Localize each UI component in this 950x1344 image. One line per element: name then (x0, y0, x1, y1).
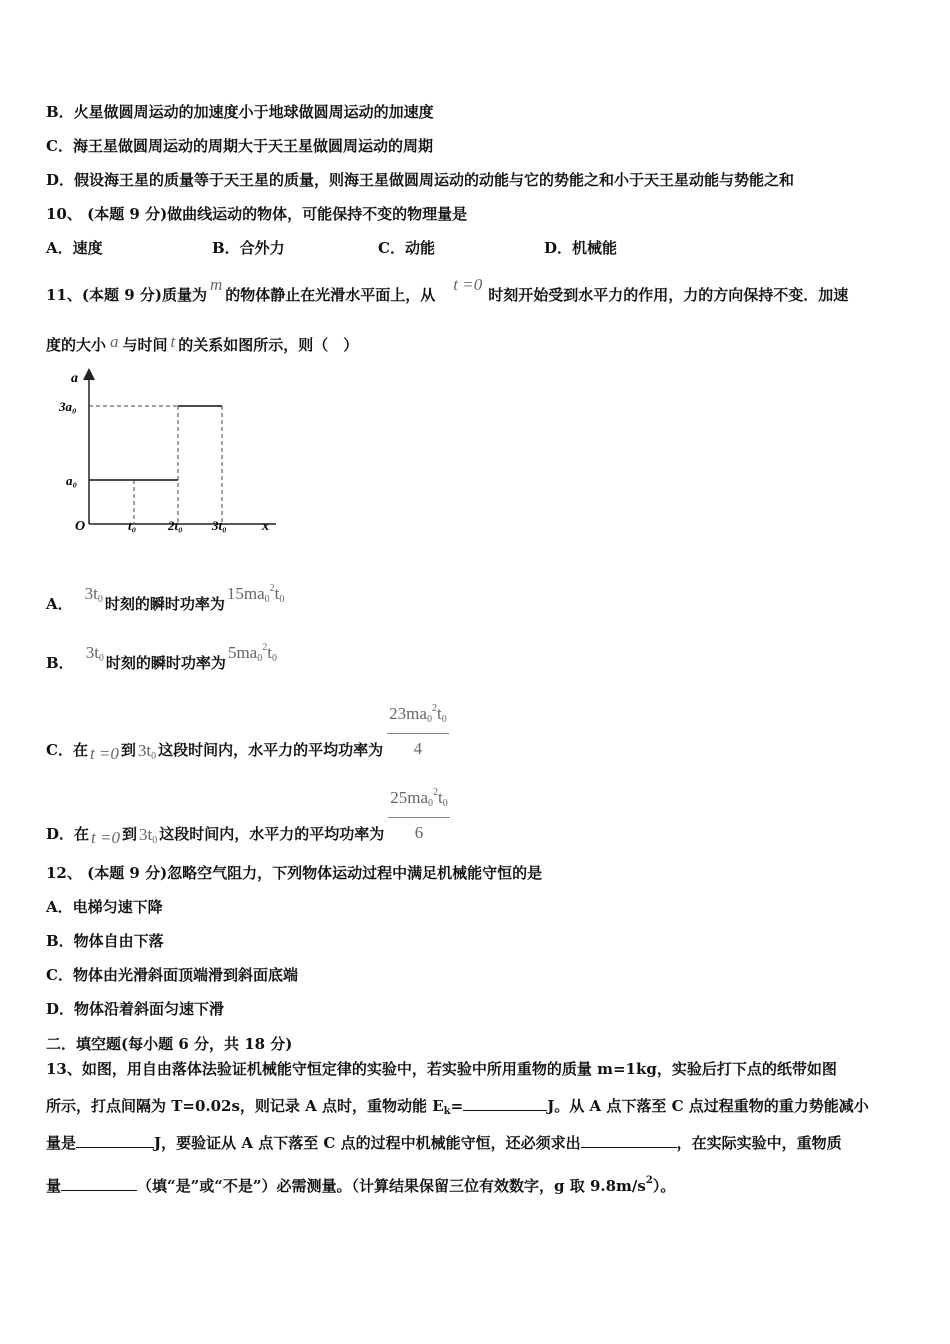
tick-t0: t₀ (128, 518, 137, 533)
q11-mass-symbol: m (209, 275, 223, 294)
q13-line2 (46, 1095, 869, 1123)
sub0: 0 (442, 798, 448, 809)
q9-option-b: B．火星做圆周运动的加速度小于地球做圆周运动的加速度 (46, 103, 434, 121)
q11-option-c-label: C．在 (46, 741, 88, 759)
q11-option-b-label: B． (46, 654, 74, 672)
q11-option-a-label: A． (46, 595, 73, 613)
q11-option-c-text: 这段时间内，水平力的平均功率为 (158, 741, 384, 759)
q10-options (46, 237, 617, 259)
numerator (388, 782, 450, 818)
sub0: 0 (257, 653, 263, 664)
q11-option-a-time-text: 3t (84, 584, 98, 603)
q11-stem-part1: 11、(本题 9 分)质量为 (46, 286, 207, 304)
tick-3a0: 3a₀ (59, 399, 77, 414)
sup2: 2 (433, 787, 439, 798)
q11-option-d-to: 到 (121, 825, 137, 843)
q11-option-a-time (85, 584, 103, 603)
t-symbol: t (438, 788, 443, 807)
q10-option-a: A．速度 (46, 239, 103, 257)
q11-time-symbol: t (170, 332, 176, 351)
q11-option-c-3t0 (138, 741, 156, 760)
q11-option-a-value (227, 584, 285, 603)
denominator: 6 (414, 823, 424, 842)
q10-option-d: D．机械能 (544, 239, 618, 257)
q13-line3-a: 量是 (46, 1134, 77, 1152)
q13-line2-c: J。从 A 点下落至 C 点过程重物的重力势能减小 (547, 1097, 869, 1115)
sub0: 0 (271, 653, 277, 664)
q11-option-b-time (86, 643, 104, 662)
q12-option-b: B．物体自由下落 (46, 932, 164, 950)
q13-line1: 13、如图，用自由落体法验证机械能守恒定律的实验中，若实验中所用重物的质量 m=1kg，实验后打下点的纸带如图 (46, 1060, 837, 1078)
q11-t-zero: t =0 (453, 275, 483, 294)
num-text: 23ma (389, 704, 427, 723)
q11-stem-line2-part2: 与时间 (122, 336, 168, 354)
sub0: 0 (426, 714, 432, 725)
numerator (387, 698, 449, 734)
q13-line2-a: 所示，打点间隔为 T=0.02s，则记录 A 点时，重物动能 E (46, 1097, 444, 1115)
q11-option-a (46, 583, 285, 621)
q13-line4-b: （填“是”或“不是”）必需测量。（计算结果保留三位有效数字，g 取 9.8m/s (137, 1177, 646, 1195)
q13-line3-b: J，要验证从 A 点下落至 C 点的过程中机械能守恒，还必须求出 (154, 1134, 581, 1152)
q13-line4 (46, 1170, 675, 1197)
q10-option-b: B．合外力 (212, 239, 285, 257)
num-text: 25ma (390, 788, 429, 807)
q10-stem: 10、 (本题 9 分)做曲线运动的物体，可能保持不变的物理量是 (46, 205, 468, 223)
q13-line2-b: = (450, 1097, 464, 1115)
tick-a0: a₀ (66, 473, 78, 488)
section-title: 二．填空题(每小题 6 分，共 18 分) (46, 1035, 293, 1053)
q11-stem-line1 (46, 275, 849, 306)
q11-option-c-t0: t =0 (89, 744, 119, 763)
q11-option-c-to: 到 (120, 741, 136, 759)
denominator: 4 (413, 739, 423, 758)
q11-option-b (46, 642, 277, 680)
q11-option-d-text: 这段时间内，水平力的平均功率为 (159, 825, 385, 843)
q11-option-b-text: 时刻的瞬时功率为 (105, 654, 226, 672)
y-axis-label: a (71, 371, 78, 386)
q11-option-a-text: 时刻的瞬时功率为 (104, 595, 225, 613)
q13-blank-potential-energy[interactable] (76, 1133, 154, 1148)
sup2: 2 (269, 583, 275, 594)
q9-option-c: C．海王星做圆周运动的周期大于天王星做圆周运动的周期 (46, 137, 433, 155)
q11-option-b-time-text: 3t (85, 643, 99, 662)
q11-option-d (46, 782, 450, 847)
three-t: 3t (138, 825, 153, 844)
q13-blank-mass-required[interactable] (61, 1176, 137, 1191)
q13-line4-c: ）。 (652, 1177, 676, 1195)
q11-option-c-fraction (387, 698, 449, 760)
q11-acceleration-time-graph (56, 366, 286, 538)
sub0: 0 (428, 798, 434, 809)
sub0: 0 (152, 835, 158, 846)
q13-sup-2: 2 (645, 1175, 653, 1186)
q10-option-c: C．动能 (378, 239, 435, 257)
sub0: 0 (98, 653, 104, 664)
q13-line3 (46, 1132, 842, 1154)
tick-2t0: 2t₀ (168, 518, 183, 533)
q12-stem: 12、 (本题 9 分)忽略空气阻力，下列物体运动过程中满足机械能守恒的是 (46, 864, 543, 882)
sub0: 0 (151, 751, 157, 762)
q13-ek-subscript: k (443, 1106, 451, 1117)
t-symbol: t (267, 643, 272, 662)
q11-option-b-value (228, 643, 277, 662)
q13-line3-c: ，在实际实验中，重物质 (676, 1134, 842, 1152)
q11-option-c (46, 698, 449, 763)
q11-option-d-t0: t =0 (91, 828, 120, 847)
sub0: 0 (97, 594, 103, 605)
q11-stem-line2 (46, 334, 358, 356)
q11-option-b-value-text: 5ma (227, 643, 258, 662)
q11-stem-part2: 的物体静止在光滑水平面上，从 (225, 286, 436, 304)
origin-label: O (75, 519, 86, 534)
t-symbol: t (274, 584, 280, 603)
q12-option-a: A．电梯匀速下降 (46, 898, 163, 916)
sub0: 0 (264, 594, 270, 605)
t-symbol: t (436, 704, 442, 723)
q13-blank-kinetic-energy[interactable] (463, 1096, 547, 1111)
q11-stem-part3: 时刻开始受到水平力的作用，力的方向保持不变．加速 (488, 286, 849, 304)
tick-3t0: 3t₀ (212, 518, 227, 533)
sub0: 0 (441, 714, 447, 725)
sup2: 2 (431, 703, 437, 714)
q13-blank-required-quantity[interactable] (581, 1133, 677, 1148)
sup2: 2 (262, 642, 268, 653)
q11-option-d-label: D．在 (46, 825, 90, 843)
q11-stem-line2-part3: 的关系如图所示，则（ ） (178, 336, 359, 354)
q11-option-a-value-text: 15ma (226, 584, 265, 603)
sub0: 0 (279, 594, 285, 605)
q11-stem-line2-part1: 度的大小 (46, 336, 107, 354)
x-axis-label: x (262, 519, 269, 534)
q13-line4-a: 量 (46, 1177, 62, 1195)
three-t: 3t (137, 741, 152, 760)
q9-option-d: D．假设海王星的质量等于天王星的质量，则海王星做圆周运动的动能与它的势能之和小于天王星动能与势能之和 (46, 171, 795, 189)
q11-accel-symbol: a (110, 332, 119, 351)
q12-option-c: C．物体由光滑斜面顶端滑到斜面底端 (46, 966, 298, 984)
q12-option-d: D．物体沿着斜面匀速下滑 (46, 1000, 225, 1018)
q11-option-d-3t0 (139, 825, 157, 844)
q11-option-d-fraction (388, 782, 450, 844)
